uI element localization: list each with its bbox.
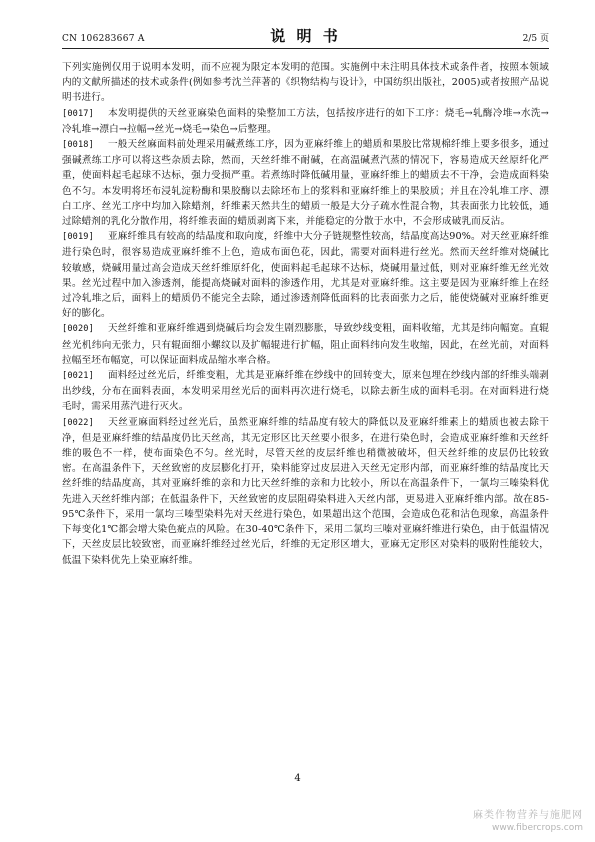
paragraph-0018 (62, 137, 549, 229)
paragraph-number: [0017] (62, 108, 94, 119)
paragraph-0017 (62, 106, 549, 137)
patent-number: CN 106283667 A (62, 34, 145, 44)
paragraph-number: [0021] (62, 371, 94, 382)
paragraph-number: [0019] (62, 232, 94, 243)
document-body (62, 60, 549, 568)
paragraph-text: 本发明提供的天丝亚麻染色面料的染整加工方法，包括按序进行的如下工序：烧毛→轧酶冷堆→水洗→冷轧堆→漂白→拉幅→丝光→烧毛→染色→后整理。 (62, 107, 549, 135)
paragraph-0021 (62, 368, 549, 415)
page-indicator: 2/5 页 (522, 34, 549, 44)
paragraph-0020 (62, 321, 549, 368)
paragraph-0019 (62, 229, 549, 321)
paragraph-number: [0018] (62, 140, 94, 151)
intro-paragraph: 下列实施例仅用于说明本发明，而不应视为限定本发明的范围。实施例中未注明具体技术或条件者，按照本领域内的文献所描述的技术或条件(例如参考沈兰萍著的《织物结构与设计》，中国纺织出版社，2005)或者按照产品说明书进行。 (62, 62, 549, 104)
paragraph-text: 亚麻纤维具有较高的结晶度和取向度，纤维中大分子链规整性较高，结晶度高达90%。对天丝亚麻纤维进行染色时，很容易造成亚麻纤维不上色，造成布面色花，因此，需要对面料进行丝光。然而天丝纤维对烧碱比较敏感，烧碱用量过高会造成天丝纤维原纤化，使面料起毛起球不达标，烧碱用量过低，则对亚麻纤维无丝光效果。丝光过程中加入渗透剂，能提高烧碱对面料的渗透作用，尤其是对亚麻纤维。这主要是因为亚麻纤维上在经过冷轧堆之后，面料上的蜡质仍不能完全去除，通过渗透剂降低面料的比表面张力之后，能使烧碱对亚麻纤维更好的膨化。 (62, 231, 549, 320)
site-watermark (473, 810, 583, 834)
paragraph-text: 一般天丝麻面料前处理采用碱煮练工序，因为亚麻纤维上的蜡质和果胶比常规棉纤维上要多很多，通过强碱煮练工序可以将这些杂质去除，然而，天丝纤维不耐碱，在高温碱煮汽蒸的情况下，容易造成天丝原纤化严重，使面料起毛起球不达标，强力受损严重。若煮练时降低碱用量，亚麻纤维上的蜡质去不干净，会造成面料染色不匀。本发明将坯布浸轧淀粉酶和果胶酶以去除坯布上的浆料和亚麻纤维上的果胶质；并且在冷轧堆工序、漂白工序、丝光工序中均加入除蜡剂，纤维素天然共生的蜡质一般是大分子疏水性混合物，其表面张力比较低，通过除蜡剂的乳化分散作用，将纤维表面的蜡质剥离下来，并能稳定的分散于水中，不会形成破乳而反沾。 (62, 139, 549, 228)
document-title: 说 明 书 (270, 27, 341, 45)
page-number: 4 (294, 773, 301, 784)
paragraph-0022 (62, 415, 549, 568)
page-header (62, 26, 549, 49)
paragraph-text: 天丝纤维和亚麻纤维遇到烧碱后均会发生剧烈膨胀，导致纱线变粗，面料收缩，尤其是纬向幅宽。直辊丝光机纬向无张力，只有辊面细小螺纹以及扩幅辊进行扩幅，阻止面料纬向发生收缩，因此，在丝光前，对面料拉幅至坯布幅宽，可以保证面料成品缩水率合格。 (62, 323, 549, 366)
watermark-url: www.fibercrops.com (492, 823, 583, 833)
paragraph-text: 面料经过丝光后，纤维变粗，尤其是亚麻纤维在纱线中的回转变大，原来包埋在纱线内部的纤维头端剥出纱线，分布在面料表面，本发明采用丝光后的面料再次进行烧毛，以除去新生成的面料毛羽。在对面料进行烧毛时，需采用蒸汽进行灭火。 (62, 370, 549, 413)
paragraph-number: [0022] (62, 417, 94, 428)
watermark-site-name: 麻类作物营养与施肥网 (473, 810, 583, 821)
paragraph-number: [0020] (62, 324, 94, 335)
paragraph-text: 天丝亚麻面料经过丝光后，虽然亚麻纤维的结晶度有较大的降低以及亚麻纤维素上的蜡质也被去除干净，但是亚麻纤维的结晶度仍比天丝高，其无定形区比天丝要小很多，在进行染色时，会造成亚麻纤维和天丝纤维的吸色不一样，使布面染色不匀。丝光时，尽管天丝的皮层纤维也稍微被破坏，但天丝纤维的皮层仍比较致密。在高温条件下，天丝致密的皮层膨化打开，染料能穿过皮层进入天丝无定形内部，而亚麻纤维的结晶度比天丝纤维的结晶度高，其对亚麻纤维的亲和力比天丝纤维的亲和力比较小，所以在高温条件下，一氯均三嗪染料优先进入天丝纤维内部；在低温条件下，天丝致密的皮层阻碍染料进入天丝内部，更易进入亚麻纤维内部。故在85-95℃条件下，采用一氯均三嗪型染料先对天丝进行染色，如果超出这个范围，会造成色花和沾色现象，高温条件下每变化1℃都会增大染色疵点的风险。在30-40℃条件下，采用二氯均三嗪对亚麻纤维进行染色，由于低温情况下，天丝皮层比较致密，而亚麻纤维经过丝光后，纤维的无定形区增大，亚麻无定形区对染料的吸附性能较大，低温下染料优先上染亚麻纤维。 (62, 416, 549, 566)
